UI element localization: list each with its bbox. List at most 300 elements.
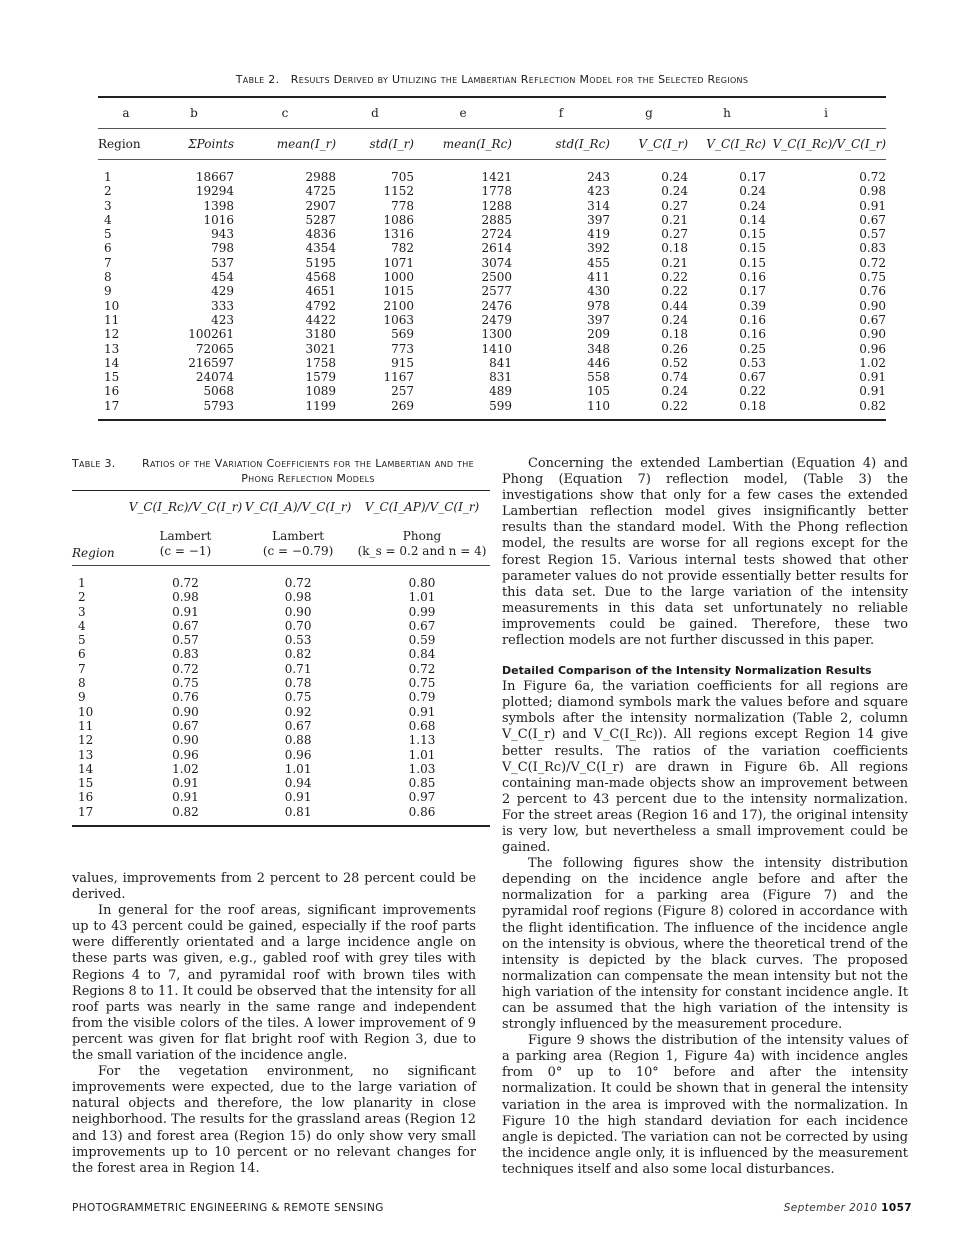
table-cell: 2 — [78, 590, 86, 605]
table-row — [98, 370, 886, 384]
table-cell: 0.25 — [739, 341, 766, 356]
table3-model-name: Lambert — [159, 529, 212, 543]
table-cell: 105 — [587, 384, 610, 399]
table-cell: 2724 — [481, 227, 512, 242]
table-cell: 1398 — [203, 198, 234, 213]
table-row — [72, 733, 490, 747]
table-cell: 0.84 — [408, 647, 436, 662]
table-cell: 3021 — [305, 341, 336, 356]
table-cell: 455 — [587, 255, 610, 270]
right-text-column — [502, 456, 908, 1178]
table3-caption-text: Ratios of the Variation Coefficients for the Lambertian and the Phong Reflection Models — [142, 457, 474, 485]
table-cell: 0.91 — [172, 604, 199, 619]
table-row — [98, 256, 886, 270]
paragraph: In Figure 6a, the variation coefficients for all regions are plotted; diamond symbols mark the values before and square symbols after the intensity normalization (Table 2, column V_C(I_r) and V_C(I_Rc)). All regions except Region 14 give better results. The ratios of the variation coefficients V_C(I_Rc)/V_C(I_r) are drawn in Figure 6b. All regions containing man-made objects show an improvement between 2 percent to 43 percent due to the intensity normalization. For the street areas (Region 16 and 17), the original intensity is very low, but nevertheless a small improvement could be gained. — [502, 679, 908, 856]
table2-letter: e — [414, 97, 512, 129]
table-cell: 5287 — [305, 212, 336, 227]
table-cell: 2100 — [383, 298, 414, 313]
table-cell: 0.94 — [284, 776, 312, 791]
table-cell: 0.67 — [408, 618, 436, 633]
table3-model-header-row — [72, 523, 490, 566]
table-cell: 4836 — [305, 227, 336, 242]
table3-model-name: Phong — [402, 529, 442, 543]
table-cell: 0.59 — [408, 633, 436, 648]
table2-letter: d — [336, 97, 414, 129]
table-cell: 17 — [72, 805, 129, 826]
table-row — [72, 776, 490, 790]
table2-letter: h — [688, 97, 766, 129]
table-cell: 0.22 — [610, 399, 688, 420]
table-cell: 0.22 — [739, 384, 766, 399]
table-cell: 0.83 — [859, 241, 886, 256]
table2-header: V_C(I_Rc)/V_C(I_r) — [766, 129, 886, 160]
table-cell: 16 — [104, 384, 120, 399]
table3-model-header — [242, 523, 354, 566]
table-row — [72, 748, 490, 762]
table-cell: 0.98 — [172, 590, 199, 605]
table-cell: 3180 — [305, 327, 336, 342]
table-cell: 314 — [587, 198, 610, 213]
table-cell: 0.71 — [284, 661, 312, 676]
table-cell: 110 — [512, 399, 610, 420]
table-cell: 0.76 — [859, 284, 886, 299]
table-cell: 0.16 — [739, 270, 766, 285]
table-cell: 1.13 — [408, 733, 436, 748]
table-cell: 0.88 — [284, 733, 312, 748]
table-row — [72, 590, 490, 604]
table-cell: 1.03 — [408, 761, 436, 776]
table-cell: 0.80 — [408, 576, 436, 590]
table3-caption — [72, 456, 490, 486]
table-row — [98, 299, 886, 313]
table-cell: 831 — [489, 370, 512, 385]
table-cell: 0.53 — [284, 633, 312, 648]
table-cell: 1 — [78, 576, 86, 590]
table-cell: 4 — [78, 618, 86, 633]
table-cell: 12 — [104, 327, 120, 342]
table-row — [98, 342, 886, 356]
table3-caption-label: Table 3. — [72, 457, 116, 470]
table-cell: 0.57 — [172, 633, 199, 648]
table-row — [72, 690, 490, 704]
table-cell: 0.67 — [284, 718, 312, 733]
table-row — [98, 213, 886, 227]
table-cell: 3 — [78, 604, 86, 619]
table-cell: 0.17 — [739, 170, 766, 184]
table-cell: 0.44 — [661, 298, 688, 313]
table-cell: 1.01 — [408, 590, 436, 605]
table2-header: V_C(I_Rc) — [688, 129, 766, 160]
table-cell: 0.90 — [859, 298, 886, 313]
table-cell: 7 — [78, 661, 86, 676]
table-cell: 1 — [104, 170, 112, 184]
table-cell: 1.02 — [859, 355, 886, 370]
table2-caption-text: Results Derived by Utilizing the Lambertian Reflection Model for the Selected Regions — [290, 73, 749, 86]
table-row — [98, 284, 886, 298]
table-cell: 4568 — [305, 270, 336, 285]
table-cell: 13 — [78, 747, 94, 762]
table-cell: 0.99 — [408, 604, 436, 619]
table-cell: 0.72 — [859, 170, 886, 184]
table-cell: 2500 — [481, 270, 512, 285]
table-cell: 0.67 — [859, 212, 886, 227]
table3-model-name: Lambert — [272, 529, 325, 543]
table-row — [98, 227, 886, 241]
table-cell: 411 — [587, 270, 610, 285]
table-cell: 0.90 — [172, 704, 199, 719]
table-cell: 1.02 — [172, 761, 199, 776]
table-cell: 0.24 — [739, 198, 766, 213]
table-cell: 454 — [211, 270, 234, 285]
table-cell: 10 — [104, 298, 120, 313]
table3-model-param: (c = −0.79) — [262, 544, 334, 558]
table-row — [98, 313, 886, 327]
table-cell: 243 — [587, 170, 610, 184]
table-cell: 0.22 — [661, 284, 688, 299]
table-cell: 0.98 — [859, 184, 886, 199]
table2-caption-label: Table 2. — [235, 73, 280, 86]
table-cell: 489 — [489, 384, 512, 399]
table-cell: 1300 — [481, 327, 512, 342]
table3-model-header — [129, 523, 242, 566]
left-text-column — [72, 871, 476, 1177]
table2-body — [98, 160, 886, 421]
table-cell: 0.96 — [859, 341, 886, 356]
table-cell: 13 — [104, 341, 120, 356]
table-cell: 0.72 — [284, 576, 312, 590]
table2-caption — [98, 73, 886, 86]
paragraph: The following figures show the intensity distribution depending on the incidence angle before and after the normalization for a parking area (Figure 7) and the pyramidal roof regions (Figure 8) colored in accordance with the flight identification. The influence of the incidence angle on the intensity is obvious, where the theoretical trend of the intensity is depicted by the black curves. The proposed normalization can compensate the mean intensity but not the high variation of the intensity for constant incidence angle. It can be assumed that the high variation of the intensity is strongly influenced by the measurement procedure. — [502, 856, 908, 1033]
table-cell: 0.27 — [661, 198, 688, 213]
table-cell: 537 — [211, 255, 234, 270]
table-cell: 841 — [489, 355, 512, 370]
table2-header-row — [98, 129, 886, 160]
table-cell: 0.16 — [739, 327, 766, 342]
table-row — [98, 399, 886, 420]
table-cell: 0.79 — [408, 690, 436, 705]
table-cell: 943 — [211, 227, 234, 242]
table-cell: 4 — [104, 212, 112, 227]
table-cell: 1016 — [203, 212, 234, 227]
table-cell: 0.85 — [408, 776, 436, 791]
table-row — [98, 270, 886, 284]
table-cell: 0.24 — [661, 184, 688, 199]
table3-ratio-header: V_C(I_Rc)/V_C(I_r) — [129, 491, 242, 524]
table-cell: 0.96 — [172, 747, 199, 762]
table-cell: 9 — [104, 284, 112, 299]
table-cell: 0.39 — [739, 298, 766, 313]
table-cell: 0.98 — [284, 590, 312, 605]
table-cell: 446 — [587, 355, 610, 370]
table-cell: 12 — [78, 733, 94, 748]
table-cell: 599 — [414, 399, 512, 420]
table-cell: 1778 — [481, 184, 512, 199]
paragraph: For the vegetation environment, no significant improvements were expected, due to the large variation of natural objects and therefore, the low planarity in close neighborhood. The results for the grassland areas (Region 12 and 13) and forest area (Region 15) do only show very small improvements up to 10 percent or no relevant changes for the forest area in Region 14. — [72, 1064, 476, 1176]
table-row — [72, 790, 490, 804]
table-cell: 0.18 — [661, 327, 688, 342]
table-cell: 0.91 — [859, 384, 886, 399]
table-cell: 0.18 — [661, 241, 688, 256]
table-cell: 0.24 — [661, 384, 688, 399]
table-cell: 1316 — [383, 227, 414, 242]
table-cell: 333 — [211, 298, 234, 313]
table2-header: Region — [98, 129, 154, 160]
table-cell: 2614 — [481, 241, 512, 256]
table-cell: 0.67 — [739, 370, 766, 385]
table-cell: 1089 — [305, 384, 336, 399]
table2-letter: c — [234, 97, 336, 129]
table-cell: 0.92 — [284, 704, 312, 719]
table-cell: 1167 — [383, 370, 414, 385]
table3-model-header — [354, 523, 490, 566]
table3-ratio-header: V_C(I_A)/V_C(I_r) — [242, 491, 354, 524]
table-cell: 419 — [587, 227, 610, 242]
table-cell: 0.24 — [661, 170, 688, 184]
table-row — [98, 327, 886, 341]
table-row — [98, 384, 886, 398]
table-cell: 0.15 — [739, 241, 766, 256]
table-row — [72, 762, 490, 776]
table-cell: 569 — [391, 327, 414, 342]
table-row — [98, 241, 886, 255]
table-cell: 257 — [391, 384, 414, 399]
table-row — [72, 719, 490, 733]
footer-journal: PHOTOGRAMMETRIC ENGINEERING & REMOTE SENSING — [72, 1202, 384, 1214]
table-cell: 0.15 — [739, 255, 766, 270]
table-cell: 0.91 — [172, 776, 199, 791]
table-cell: 1063 — [383, 312, 414, 327]
table-cell: 1199 — [234, 399, 336, 420]
table-cell: 5 — [78, 633, 86, 648]
table-cell: 0.90 — [284, 604, 312, 619]
table-row — [72, 633, 490, 647]
table2-header: mean(I_Rc) — [414, 129, 512, 160]
table-row — [72, 605, 490, 619]
table-cell: 0.72 — [859, 255, 886, 270]
table-cell: 2479 — [481, 312, 512, 327]
table-cell: 0.53 — [739, 355, 766, 370]
table-cell: 2476 — [481, 298, 512, 313]
table-cell: 0.67 — [859, 312, 886, 327]
table-cell: 0.81 — [242, 805, 354, 826]
table-cell: 4725 — [305, 184, 336, 199]
table-cell: 558 — [587, 370, 610, 385]
table-cell: 705 — [391, 170, 414, 184]
table-cell: 216597 — [188, 355, 234, 370]
table-cell: 4651 — [305, 284, 336, 299]
table-row — [98, 356, 886, 370]
table-cell: 0.96 — [284, 747, 312, 762]
table-cell: 4354 — [305, 241, 336, 256]
table-cell: 8 — [104, 270, 112, 285]
table-cell: 397 — [587, 212, 610, 227]
table-cell: 19294 — [195, 184, 234, 199]
table-cell: 429 — [211, 284, 234, 299]
table-cell: 348 — [587, 341, 610, 356]
table-cell: 1421 — [481, 170, 512, 184]
table-cell: 0.86 — [354, 805, 490, 826]
table-row — [72, 805, 490, 826]
table-cell: 423 — [587, 184, 610, 199]
table-cell: 24074 — [195, 370, 234, 385]
table-cell: 209 — [587, 327, 610, 342]
table-cell: 5 — [104, 227, 112, 242]
table-cell: 0.52 — [661, 355, 688, 370]
table-cell: 0.75 — [284, 690, 312, 705]
table-cell: 778 — [391, 198, 414, 213]
table-cell: 978 — [587, 298, 610, 313]
table3-region-label: Region — [72, 523, 129, 566]
table-cell: 0.75 — [408, 676, 436, 691]
table-cell: 0.21 — [661, 255, 688, 270]
table2-letter-row — [98, 97, 886, 129]
table-cell: 397 — [587, 312, 610, 327]
table-cell: 17 — [98, 399, 154, 420]
table-row — [72, 662, 490, 676]
table-cell: 3074 — [481, 255, 512, 270]
table-cell: 0.82 — [766, 399, 886, 420]
table-cell: 0.17 — [739, 284, 766, 299]
table3-model-param: (k_s = 0.2 and n = 4) — [357, 544, 487, 558]
table-cell: 0.75 — [172, 676, 199, 691]
table2 — [98, 96, 886, 421]
table-row — [72, 619, 490, 633]
table-cell: 14 — [78, 761, 94, 776]
table-row — [98, 160, 886, 185]
table3-body — [72, 566, 490, 827]
table-cell: 0.27 — [661, 227, 688, 242]
table2-letter: a — [98, 97, 154, 129]
table-cell: 423 — [211, 312, 234, 327]
table-cell: 0.91 — [859, 198, 886, 213]
table2-letter: i — [766, 97, 886, 129]
table-cell: 0.21 — [661, 212, 688, 227]
paragraph: Concerning the extended Lambertian (Equation 4) and Phong (Equation 7) reflection model, (Table 3) the investigations show that only for a few cases the extended Lambertian reflection model gives insignificantly better results than the standard model. With the Phong reflection model, the results are worse for all regions except for the forest Region 15. Various internal tests showed that other parameter values do not provide essentially better results for this data set. Due to the large variation of the intensity measurements in this data set unfortunately no reliable improvements could be gained. Therefore, these two reflection models are not further discussed in this paper. — [502, 456, 908, 649]
table-cell: 0.67 — [172, 618, 199, 633]
table-cell: 0.68 — [408, 718, 436, 733]
table2-letter: f — [512, 97, 610, 129]
table-cell: 7 — [104, 255, 112, 270]
table-row — [98, 199, 886, 213]
table2-header: std(I_Rc) — [512, 129, 610, 160]
table-cell: 1.01 — [408, 747, 436, 762]
paragraph: values, improvements from 2 percent to 28 percent could be derived. — [72, 871, 476, 903]
table2-header: V_C(I_r) — [610, 129, 688, 160]
table-cell: 782 — [391, 241, 414, 256]
table-cell: 798 — [211, 241, 234, 256]
table-cell: 2577 — [481, 284, 512, 299]
table3-model-param: (c = −1) — [159, 544, 212, 558]
table-cell: 5068 — [203, 384, 234, 399]
table-row — [98, 184, 886, 198]
table2-header: mean(I_r) — [234, 129, 336, 160]
table-cell: 5195 — [305, 255, 336, 270]
table-cell: 0.18 — [688, 399, 766, 420]
table-cell: 18667 — [195, 170, 234, 184]
section-heading: Detailed Comparison of the Intensity Normalization Results — [502, 664, 872, 678]
table-cell: 915 — [391, 355, 414, 370]
table-cell: 0.14 — [739, 212, 766, 227]
table-cell: 0.82 — [284, 647, 312, 662]
table-cell: 0.90 — [172, 733, 199, 748]
paragraph: Figure 9 shows the distribution of the intensity values of a parking area (Region 1, Figure 4a) with incidence angles from 0° up to 10° before and after the intensity normalization. It could be shown that in general the intensity variation in the area is improved with the normalization. In Figure 10 the high standard deviation for each incidence angle is depicted. The variation can not be corrected by using the incidence angle only, it is influenced by the measurement techniques itself and also some local disturbances. — [502, 1033, 908, 1177]
table-cell: 0.82 — [129, 805, 242, 826]
table-cell: 6 — [104, 241, 112, 256]
table-cell: 0.70 — [284, 618, 312, 633]
table-cell: 0.91 — [859, 370, 886, 385]
table-cell: 72065 — [195, 341, 234, 356]
table-row — [72, 676, 490, 690]
table-cell: 0.67 — [172, 718, 199, 733]
table-cell: 0.75 — [859, 270, 886, 285]
table-cell: 3 — [104, 198, 112, 213]
table-cell: 269 — [336, 399, 414, 420]
table-cell: 0.91 — [172, 790, 199, 805]
table-cell: 5793 — [154, 399, 234, 420]
table-cell: 1015 — [383, 284, 414, 299]
paragraph: In general for the roof areas, significant improvements up to 43 percent could be gained, especially if the roof parts were differently orientated and a large incidence angle on these parts was given, e.g., gabled roof with grey tiles with Regions 4 to 7, and pyramidal roof with brown tiles with Regions 8 to 11. It could be observed that the intensity for all roof parts was nearly in the same range and independent from the visible colors of the tiles. A lower improvement of 9 percent was given for flat bright roof with Region 3, due to the small variation of the incidence angle. — [72, 903, 476, 1064]
table-cell: 100261 — [188, 327, 234, 342]
table3-ratio-header: V_C(I_AP)/V_C(I_r) — [354, 491, 490, 524]
table-cell: 2885 — [481, 212, 512, 227]
table-cell: 11 — [78, 718, 94, 733]
table-cell: 1071 — [383, 255, 414, 270]
table-cell: 1758 — [305, 355, 336, 370]
table-cell: 4422 — [305, 312, 336, 327]
table-cell: 9 — [78, 690, 86, 705]
table-cell: 16 — [78, 790, 94, 805]
table-cell: 773 — [391, 341, 414, 356]
table-cell: 0.76 — [172, 690, 199, 705]
footer-date: September 2010 — [783, 1202, 878, 1214]
table-row — [72, 566, 490, 591]
table-cell: 0.72 — [408, 661, 436, 676]
table-cell: 0.72 — [172, 576, 199, 590]
table2-letter: g — [610, 97, 688, 129]
table-cell: 0.78 — [284, 676, 312, 691]
table-cell: 4792 — [305, 298, 336, 313]
table-cell: 8 — [78, 676, 86, 691]
table-cell: 0.72 — [172, 661, 199, 676]
table2-header: ΣPoints — [154, 129, 234, 160]
table-cell: 1152 — [383, 184, 414, 199]
table-row — [72, 705, 490, 719]
table-cell: 1288 — [481, 198, 512, 213]
footer-page-number: 1057 — [881, 1202, 912, 1214]
table-cell: 1.01 — [284, 761, 312, 776]
table-cell: 0.26 — [661, 341, 688, 356]
table-cell: 1086 — [383, 212, 414, 227]
table-cell: 14 — [104, 355, 120, 370]
table-cell: 0.24 — [739, 184, 766, 199]
table-cell: 2907 — [305, 198, 336, 213]
table-cell: 0.74 — [661, 370, 688, 385]
table-cell: 11 — [104, 312, 120, 327]
table-row — [72, 647, 490, 661]
table-cell: 0.15 — [739, 227, 766, 242]
table-cell: 0.22 — [661, 270, 688, 285]
table2-header: std(I_r) — [336, 129, 414, 160]
table-cell: 0.91 — [284, 790, 312, 805]
table-cell: 0.16 — [739, 312, 766, 327]
table-cell: 1579 — [305, 370, 336, 385]
table-cell: 0.91 — [408, 704, 436, 719]
table-cell: 1410 — [481, 341, 512, 356]
footer-date-page — [784, 1202, 912, 1214]
table2-letter: b — [154, 97, 234, 129]
table-cell: 2 — [104, 184, 112, 199]
table-cell: 15 — [104, 370, 120, 385]
